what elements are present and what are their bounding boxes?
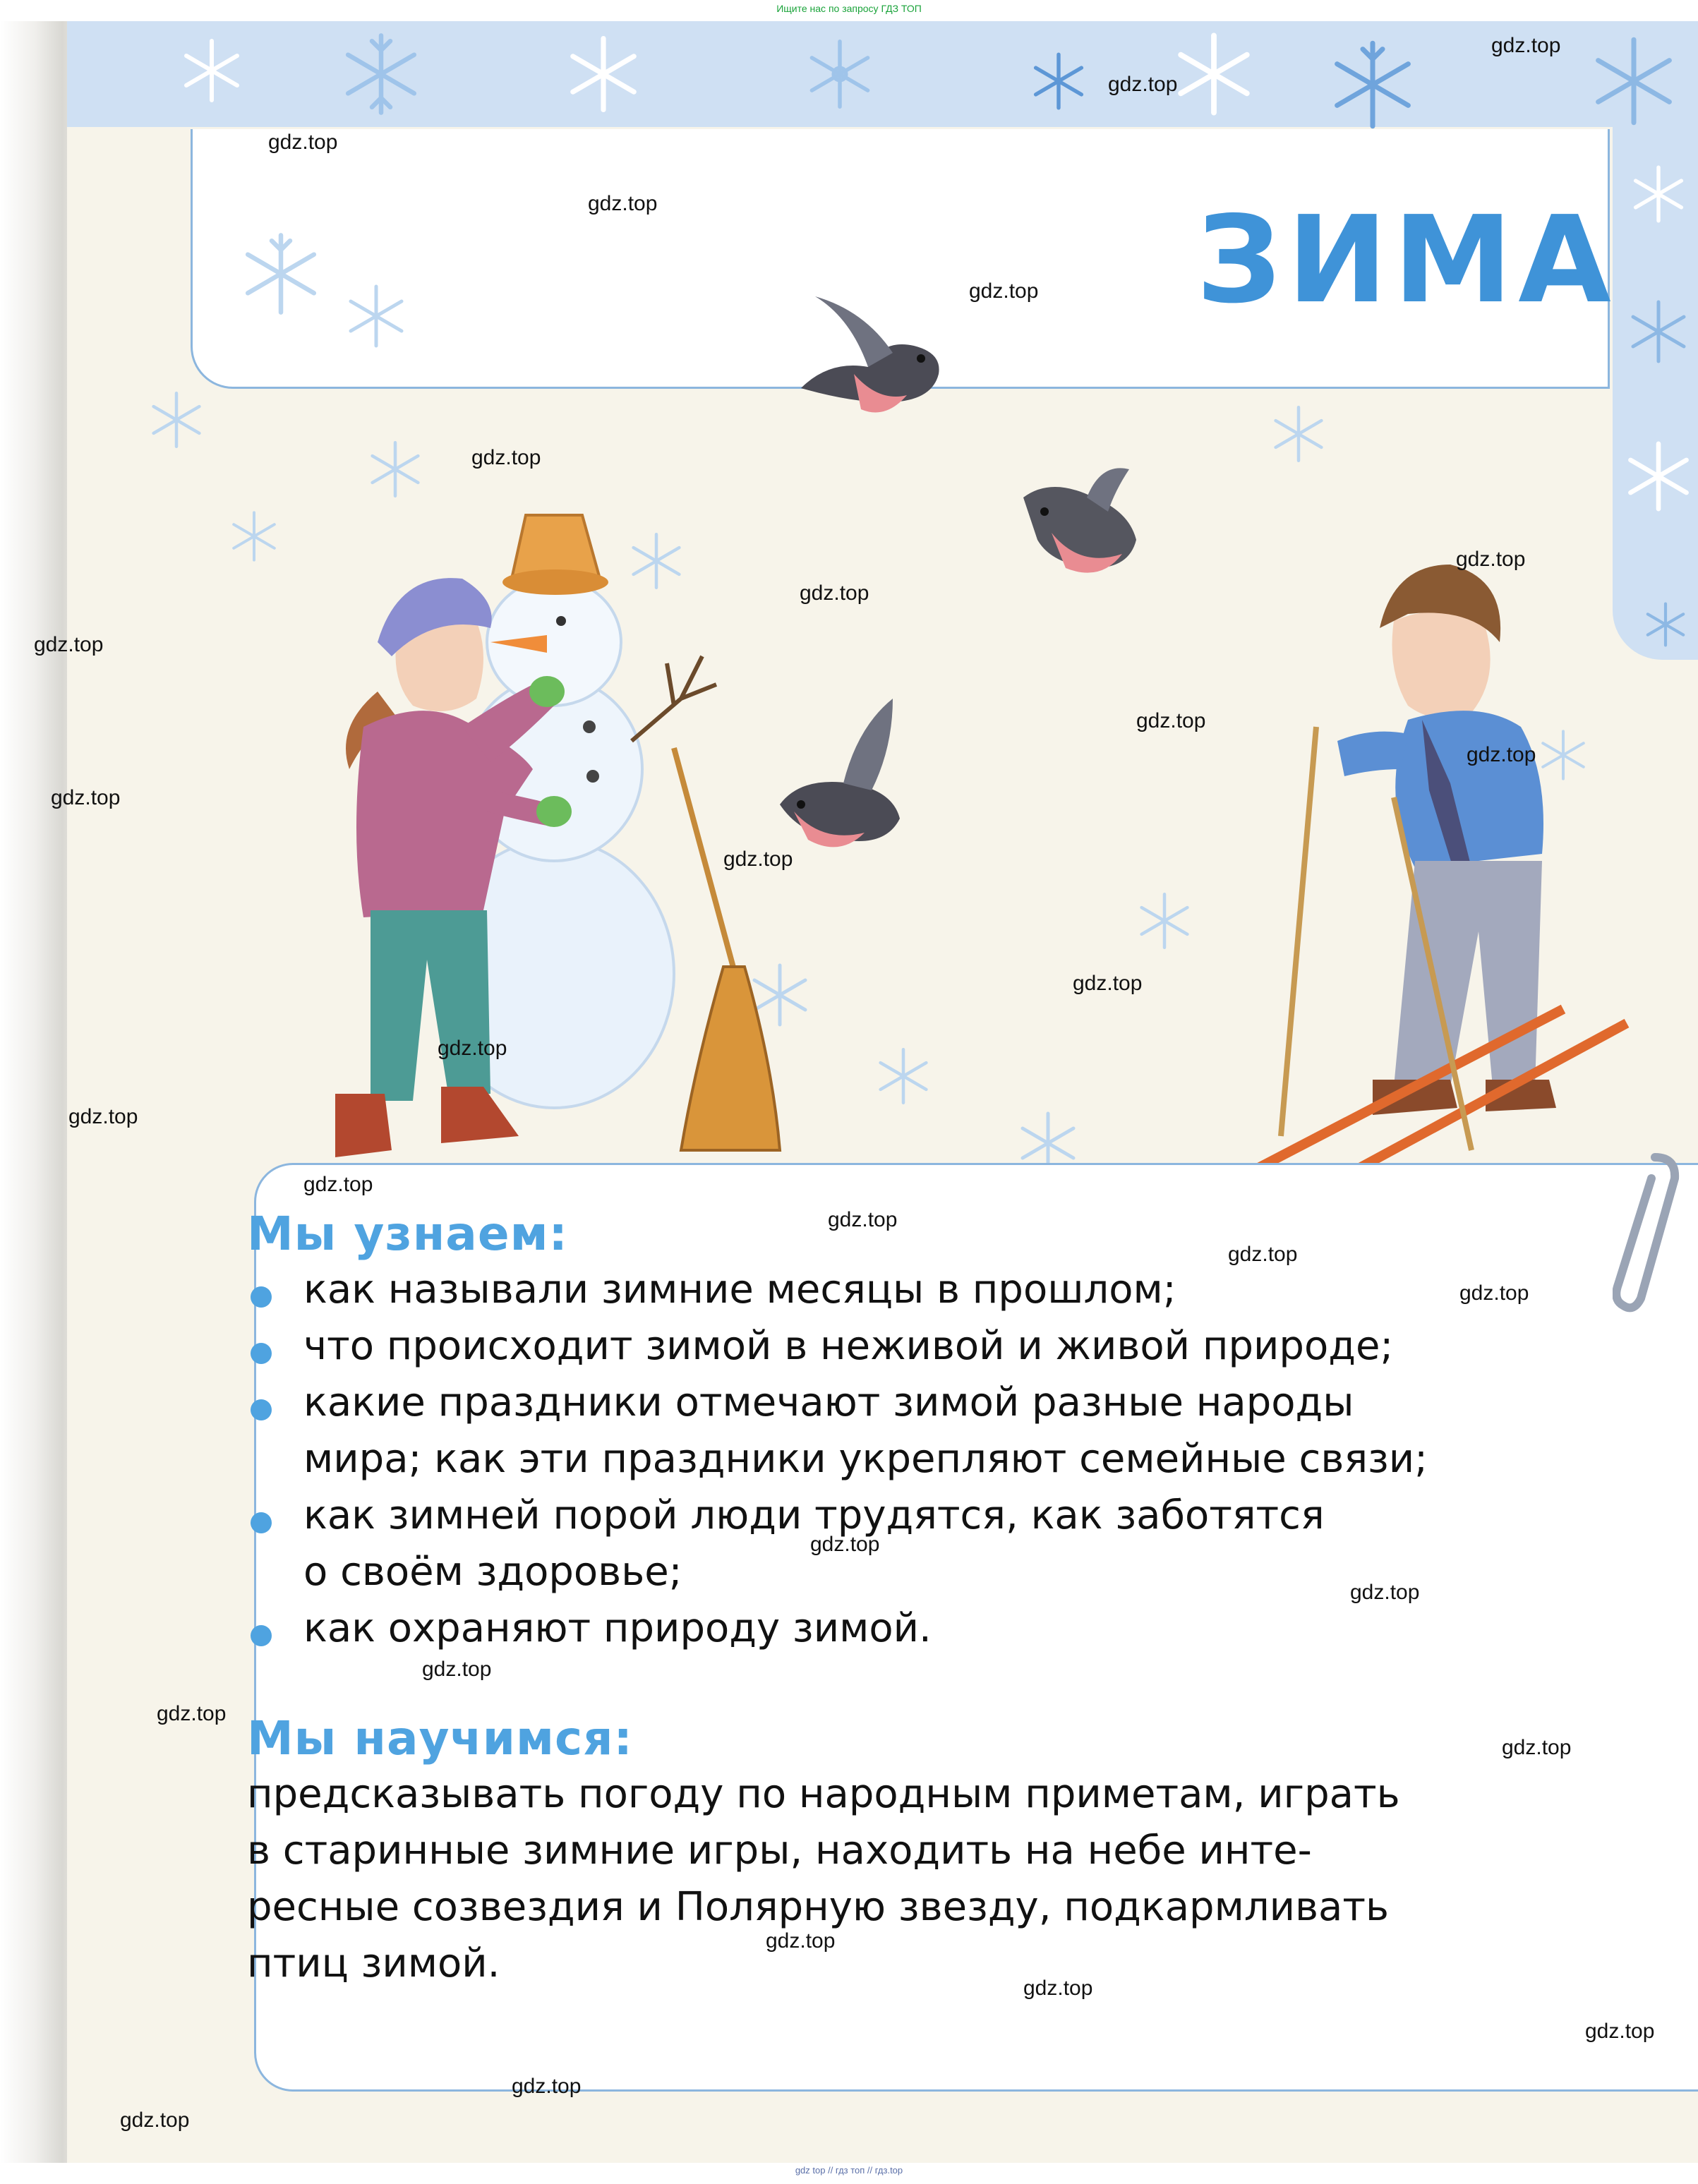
watermark: gdz.top xyxy=(723,847,793,871)
bullet-icon xyxy=(251,1399,272,1420)
watermark: gdz.top xyxy=(471,446,541,469)
watermark: gdz.top xyxy=(1502,1736,1572,1759)
watermark: gdz.top xyxy=(268,131,338,154)
watermark: gdz.top xyxy=(828,1208,898,1231)
skills-heading: Мы научимся: xyxy=(247,1711,633,1766)
watermark: gdz.top xyxy=(512,2075,582,2098)
watermark: gdz.top xyxy=(157,1702,227,1725)
watermark: gdz.top xyxy=(34,633,104,656)
paper-clip-icon xyxy=(1613,1143,1683,1320)
learn-item: какие праздники отмечают зимой разные народы xyxy=(303,1380,1354,1425)
watermark: gdz.top xyxy=(588,192,658,215)
watermark: gdz.top xyxy=(303,1173,373,1196)
watermark: gdz.top xyxy=(68,1105,138,1128)
watermark: gdz.top xyxy=(969,279,1039,303)
watermark: gdz.top xyxy=(800,581,869,605)
watermark: gdz.top xyxy=(1228,1243,1298,1266)
page-binding xyxy=(0,21,78,2163)
watermark: gdz.top xyxy=(438,1037,507,1060)
watermark: gdz.top xyxy=(1023,1977,1093,2000)
watermark: gdz.top xyxy=(1491,34,1561,57)
learn-heading: Мы узнаем: xyxy=(247,1207,568,1261)
watermark: gdz.top xyxy=(1350,1581,1420,1604)
bullet-icon xyxy=(251,1625,272,1646)
watermark: gdz.top xyxy=(1456,548,1526,571)
bullfinch-icon xyxy=(780,699,900,847)
watermark: gdz.top xyxy=(766,1929,836,1953)
learn-item: как охраняют природу зимой. xyxy=(303,1605,932,1651)
boy-skier-icon xyxy=(1224,565,1627,1185)
skills-line: птиц зимой. xyxy=(247,1941,500,1986)
watermark: gdz.top xyxy=(1459,1281,1529,1305)
bullet-icon xyxy=(251,1286,272,1308)
watermark: gdz.top xyxy=(1073,972,1143,995)
bottom-note: gdz top // гдз топ // гдз.top xyxy=(795,2165,903,2176)
bullfinch-icon xyxy=(1023,468,1136,572)
watermark: gdz.top xyxy=(120,2108,190,2132)
learn-item-continued: мира; как эти праздники укрепляют семейные связи; xyxy=(303,1436,1428,1482)
watermark: gdz.top xyxy=(1108,73,1178,96)
winter-illustration xyxy=(67,21,1698,1185)
watermark: gdz.top xyxy=(51,786,121,809)
bullet-icon xyxy=(251,1343,272,1364)
watermark: gdz.top xyxy=(810,1533,880,1556)
textbook-page xyxy=(67,21,1698,2163)
watermark: gdz.top xyxy=(1467,743,1536,766)
skills-line: ресные созвездия и Полярную звезду, подкармливать xyxy=(247,1884,1389,1930)
watermark: gdz.top xyxy=(1585,2020,1655,2043)
bullfinch-icon xyxy=(801,296,939,413)
skills-line: предсказывать погоду по народным приметам, играть xyxy=(247,1771,1400,1817)
page-title: ЗИМА xyxy=(1196,191,1617,330)
learn-item: как называли зимние месяцы в прошлом; xyxy=(303,1267,1176,1313)
learn-item: что происходит зимой в неживой и живой природе; xyxy=(303,1323,1394,1369)
learn-item: как зимней порой люди трудятся, как заботятся xyxy=(303,1492,1325,1538)
bullet-icon xyxy=(251,1512,272,1533)
watermark: gdz.top xyxy=(1136,709,1206,732)
skills-line: в старинные зимние игры, находить на небе инте- xyxy=(247,1828,1312,1874)
top-note: Ищите нас по запросу ГДЗ ТОП xyxy=(776,3,922,14)
watermark: gdz.top xyxy=(422,1658,492,1681)
learn-item-continued: о своём здоровье; xyxy=(303,1549,682,1595)
